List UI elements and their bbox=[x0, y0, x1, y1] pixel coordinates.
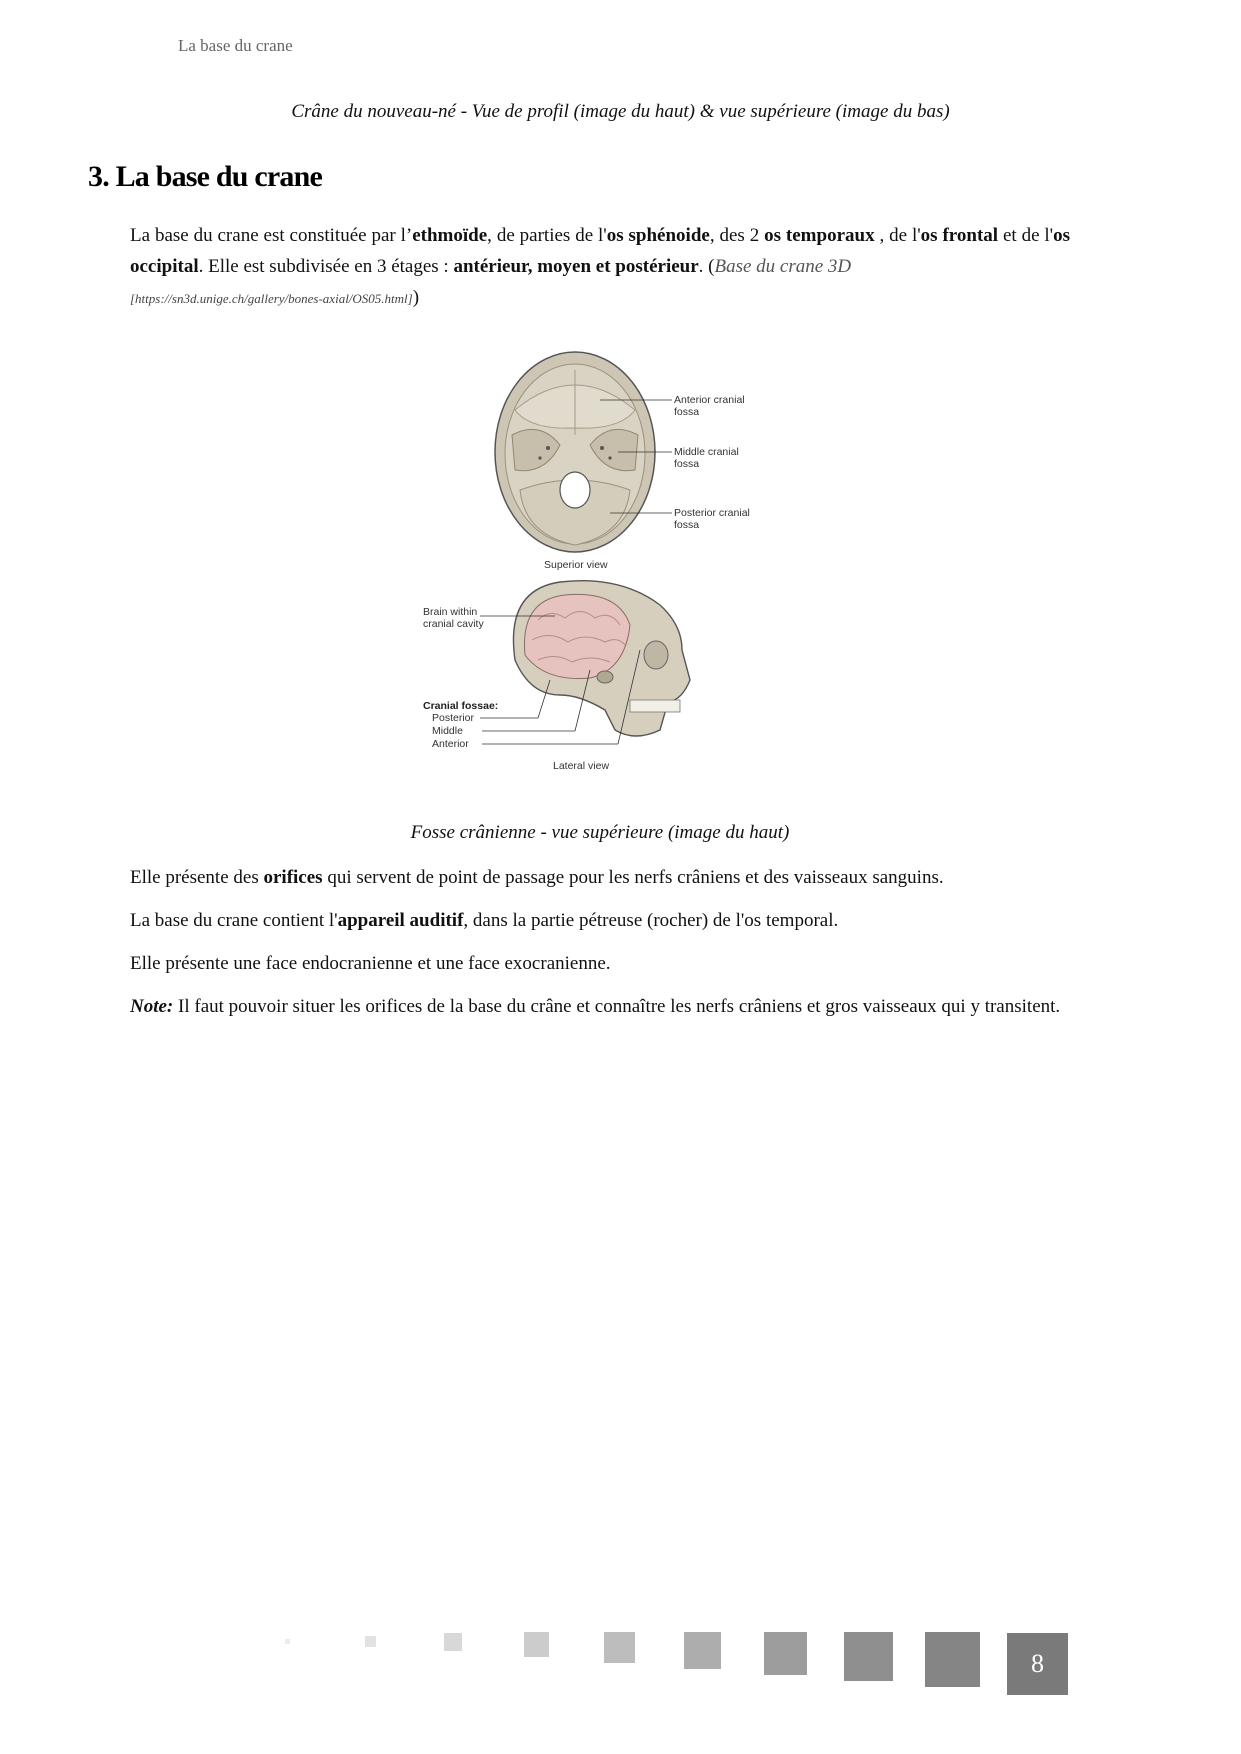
footer-square-1 bbox=[285, 1639, 290, 1644]
term-sphenoide: os sphénoide bbox=[606, 225, 710, 246]
base-crane-3d-link[interactable]: Base du crane 3D bbox=[714, 256, 852, 277]
label-posterior-cranial-fossa: Posterior cranial bbox=[674, 507, 750, 519]
footer-square-7 bbox=[764, 1632, 807, 1675]
footer-square-3 bbox=[444, 1633, 462, 1651]
page-number: 8 bbox=[1007, 1633, 1068, 1695]
term-etages: antérieur, moyen et postérieur bbox=[453, 256, 699, 277]
top-figure-caption: Crâne du nouveau-né - Vue de profil (image du haut) & vue supérieure (image du bas) bbox=[291, 101, 950, 122]
label-lateral-view: Lateral view bbox=[553, 760, 610, 772]
note-label: Note: bbox=[130, 996, 174, 1017]
term-occipital: os occipital bbox=[130, 225, 1071, 277]
faces-paragraph: Elle présente une face endocranienne et une face exocranienne. bbox=[130, 953, 611, 974]
figure-caption: Fosse crânienne - vue supérieure (image du haut) bbox=[410, 822, 790, 843]
footer-square-6 bbox=[684, 1632, 721, 1669]
label-superior-view: Superior view bbox=[544, 559, 608, 571]
label-anterior-cranial-fossa: Anterior cranial bbox=[674, 394, 745, 406]
footer-square-5 bbox=[604, 1632, 635, 1663]
footer-square-4 bbox=[524, 1632, 549, 1657]
cranial-fossae-figure bbox=[420, 350, 820, 810]
label-anterior-cranial-fossa-2: fossa bbox=[674, 406, 700, 418]
term-frontal: os frontal bbox=[920, 225, 999, 246]
term-temporaux: os temporaux bbox=[764, 225, 875, 246]
footer-square-8 bbox=[844, 1632, 893, 1681]
label-middle-cranial-fossa: Middle cranial bbox=[674, 446, 739, 458]
term-appareil-auditif: appareil auditif bbox=[337, 910, 464, 931]
footer-square-2 bbox=[365, 1636, 376, 1647]
orifices-paragraph: Elle présente des orifices qui servent de point de passage pour les nerfs crâniens et des vaisseaux sanguins. bbox=[130, 867, 944, 888]
term-orifices: orifices bbox=[263, 867, 323, 888]
intro-paragraph: La base du crane est constituée par l’ethmoïde, de parties de l'os sphénoide, des 2 os temporaux , de l'os frontal et de l'os occipital. Elle est subdivisée en 3 étages : antérieur, moyen et postérieur. (Base du crane 3D [https://sn3d.unige.ch/gallery/bones-axial/OS05.html]) bbox=[130, 225, 1071, 308]
section-title: 3. La base du crane bbox=[88, 160, 322, 193]
label-lateral-anterior: Anterior bbox=[432, 738, 469, 750]
note-paragraph: Note: Il faut pouvoir situer les orifices de la base du crâne et connaître les nerfs crâniens et gros vaisseaux qui y transitent. bbox=[130, 996, 1061, 1017]
base-crane-3d-url[interactable]: [https://sn3d.unige.ch/gallery/bones-axial/OS05.html] bbox=[130, 291, 413, 306]
label-middle-cranial-fossa-2: fossa bbox=[674, 458, 700, 470]
label-lateral-middle: Middle bbox=[432, 725, 463, 737]
label-cranial-fossae: Cranial fossae: bbox=[423, 700, 499, 712]
label-cranial-cavity: cranial cavity bbox=[423, 618, 484, 630]
term-ethmoide: ethmoïde bbox=[412, 225, 488, 246]
label-posterior-cranial-fossa-2: fossa bbox=[674, 519, 700, 531]
label-lateral-posterior: Posterior bbox=[432, 712, 475, 724]
running-header: La base du crane bbox=[178, 36, 293, 55]
footer-square-9 bbox=[925, 1632, 980, 1687]
label-brain-within: Brain within bbox=[423, 606, 478, 618]
auditif-paragraph: La base du crane contient l'appareil auditif, dans la partie pétreuse (rocher) de l'os temporal. bbox=[130, 910, 839, 931]
